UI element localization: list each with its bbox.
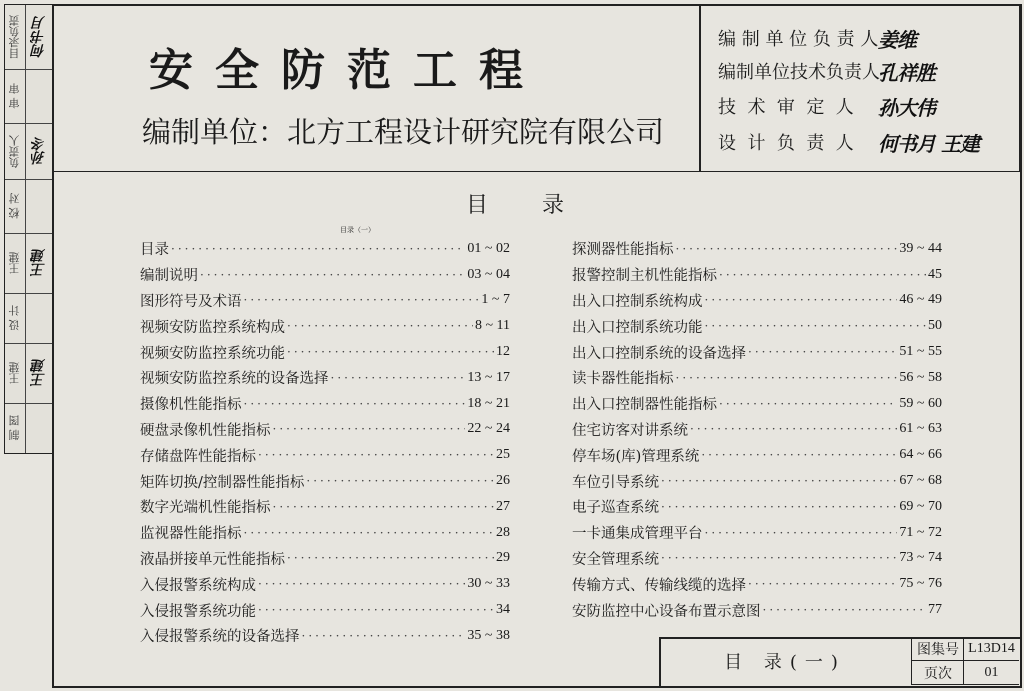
leader-dots bbox=[676, 242, 898, 256]
side-cell bbox=[5, 293, 53, 344]
toc-entry-title: 安防监控中心设备布置示意图 bbox=[572, 603, 761, 620]
toc-entry-title: 入侵报警系统构成 bbox=[140, 577, 256, 594]
toc-entry-title: 出入口控制系统构成 bbox=[572, 293, 703, 310]
toc-entry-title: 硬盘录像机性能指标 bbox=[140, 422, 271, 439]
toc-entry-page: 25 bbox=[496, 447, 510, 463]
toc-entry bbox=[572, 236, 942, 262]
toc-entry-page: 45 bbox=[928, 266, 942, 282]
signature-row bbox=[718, 124, 1008, 160]
toc-entry bbox=[572, 391, 942, 417]
leader-dots bbox=[287, 319, 473, 333]
leader-dots bbox=[705, 293, 898, 307]
leader-dots bbox=[748, 577, 897, 591]
toc-entry-page: 71 ~ 72 bbox=[899, 524, 942, 540]
organization-name: 北方工程设计研究院有限公司 bbox=[287, 115, 665, 149]
toc-entry bbox=[572, 288, 942, 314]
toc-entry bbox=[572, 313, 942, 339]
toc-entry bbox=[140, 417, 510, 443]
toc-entry-title: 矩阵切换/控制器性能指标 bbox=[140, 474, 305, 491]
leader-dots bbox=[705, 319, 927, 333]
toc-entry-page: 03 ~ 04 bbox=[467, 266, 510, 282]
toc-entry bbox=[140, 313, 510, 339]
signature-row bbox=[718, 88, 1008, 124]
toc-entry-title: 安全管理系统 bbox=[572, 551, 659, 568]
toc-entry-title: 摄像机性能指标 bbox=[140, 397, 242, 414]
page-number: 01 bbox=[963, 661, 1019, 685]
leader-dots bbox=[661, 551, 897, 565]
toc-entry bbox=[140, 391, 510, 417]
leader-dots bbox=[302, 629, 466, 643]
toc-entry-page: 34 bbox=[496, 602, 510, 618]
side-cell bbox=[5, 123, 53, 180]
leader-dots bbox=[273, 500, 495, 514]
leader-dots bbox=[171, 242, 465, 256]
toc-column-right bbox=[572, 236, 942, 623]
toc-entry bbox=[140, 520, 510, 546]
toc-entry-page: 35 ~ 38 bbox=[467, 627, 510, 643]
atlas-number-label: 图集号 bbox=[911, 637, 964, 661]
side-cell bbox=[5, 403, 53, 453]
side-label: 制 图 bbox=[8, 415, 21, 441]
toc-subheading: 目录（一） bbox=[340, 226, 375, 234]
side-cell bbox=[5, 69, 53, 124]
toc-entry bbox=[572, 417, 942, 443]
signature-row bbox=[718, 20, 1008, 56]
toc-entry-page: 22 ~ 24 bbox=[467, 421, 510, 437]
leader-dots bbox=[676, 371, 898, 385]
toc-entry-title: 监视器性能指标 bbox=[140, 526, 242, 543]
leader-dots bbox=[661, 500, 897, 514]
toc-entry-title: 入侵报警系统的设备选择 bbox=[140, 629, 300, 646]
leader-dots bbox=[306, 474, 494, 488]
toc-entry bbox=[572, 571, 942, 597]
side-signature: 孙冬 bbox=[31, 137, 47, 165]
toc-entry-title: 目录 bbox=[140, 242, 169, 259]
toc-entry-page: 69 ~ 70 bbox=[899, 498, 942, 514]
toc-entry-title: 编制说明 bbox=[140, 268, 198, 285]
leader-dots bbox=[690, 422, 897, 436]
side-cell bbox=[5, 343, 53, 404]
toc-entry bbox=[572, 468, 942, 494]
leader-dots bbox=[287, 345, 494, 359]
toc-entry-page: 01 ~ 02 bbox=[467, 240, 510, 256]
toc-entry bbox=[140, 546, 510, 572]
toc-entry-page: 73 ~ 74 bbox=[899, 550, 942, 566]
leader-dots bbox=[258, 603, 494, 617]
toc-entry-title: 读卡器性能指标 bbox=[572, 371, 674, 388]
toc-entry-page: 8 ~ 11 bbox=[474, 318, 510, 334]
atlas-title: 安全防范工程 bbox=[149, 45, 545, 96]
side-label: 审 审 bbox=[8, 83, 21, 109]
toc-entry bbox=[572, 546, 942, 572]
organization bbox=[142, 110, 664, 151]
toc-entry-title: 探测器性能指标 bbox=[572, 242, 674, 259]
side-cell bbox=[5, 233, 53, 294]
toc-entry bbox=[572, 339, 942, 365]
toc-entry-title: 图形符号及术语 bbox=[140, 293, 242, 310]
handwritten-signature: 何书月 王建 bbox=[878, 131, 979, 156]
toc-entry-page: 59 ~ 60 bbox=[899, 395, 942, 411]
toc-entry-title: 电子巡查系统 bbox=[572, 500, 659, 517]
leader-dots bbox=[258, 448, 494, 462]
toc-entry bbox=[572, 365, 942, 391]
leader-dots bbox=[661, 474, 897, 488]
side-cell bbox=[5, 5, 53, 70]
leader-dots bbox=[244, 293, 480, 307]
toc-entry-page: 27 bbox=[496, 498, 510, 514]
side-cell bbox=[5, 179, 53, 234]
leader-dots bbox=[244, 397, 466, 411]
side-label: 王建 bbox=[8, 362, 21, 384]
signature-role: 技 术 审 定 人 bbox=[718, 97, 854, 118]
toc-entry bbox=[572, 520, 942, 546]
side-label: 设 计 bbox=[8, 305, 21, 331]
toc-entry-title: 数字光端机性能指标 bbox=[140, 500, 271, 517]
toc-entry bbox=[572, 262, 942, 288]
toc-entry-page: 67 ~ 68 bbox=[899, 473, 942, 489]
leader-dots bbox=[244, 526, 495, 540]
toc-entry bbox=[140, 623, 510, 649]
toc-entry-title: 报警控制主机性能指标 bbox=[572, 268, 717, 285]
toc-entry-title: 停车场(库)管理系统 bbox=[572, 448, 700, 465]
side-signature: 王建 bbox=[31, 249, 47, 277]
toc-entry-page: 30 ~ 33 bbox=[467, 576, 510, 592]
side-label: 目录负责 bbox=[8, 15, 21, 59]
leader-dots bbox=[287, 551, 494, 565]
side-label: 校 对 bbox=[8, 193, 21, 219]
toc-entry-title: 视频安防监控系统的设备选择 bbox=[140, 371, 329, 388]
toc-entry-page: 64 ~ 66 bbox=[899, 447, 942, 463]
toc-entry-page: 75 ~ 76 bbox=[899, 576, 942, 592]
toc-entry-title: 一卡通集成管理平台 bbox=[572, 526, 703, 543]
toc-entry-title: 液晶拼接单元性能指标 bbox=[140, 551, 285, 568]
toc-entry-page: 39 ~ 44 bbox=[899, 240, 942, 256]
toc-entry-page: 26 bbox=[496, 473, 510, 489]
handwritten-signature: 姜维 bbox=[878, 27, 916, 52]
toc-entry bbox=[572, 597, 942, 623]
leader-dots bbox=[331, 371, 466, 385]
toc-entry bbox=[140, 339, 510, 365]
leader-dots bbox=[763, 603, 927, 617]
toc-entry-title: 车位引导系统 bbox=[572, 474, 659, 491]
toc-entry-page: 18 ~ 21 bbox=[467, 395, 510, 411]
toc-entry-page: 50 bbox=[928, 318, 942, 334]
toc-entry bbox=[140, 597, 510, 623]
toc-entry bbox=[140, 468, 510, 494]
toc-entry-page: 77 bbox=[928, 602, 942, 618]
leader-dots bbox=[748, 345, 897, 359]
toc-entry-title: 入侵报警系统功能 bbox=[140, 603, 256, 620]
toc-entry-page: 12 bbox=[496, 344, 510, 360]
toc-entry-page: 46 ~ 49 bbox=[899, 292, 942, 308]
side-signature: 王建 bbox=[31, 359, 47, 387]
toc-entry-page: 29 bbox=[496, 550, 510, 566]
leader-dots bbox=[705, 526, 898, 540]
toc-entry bbox=[572, 494, 942, 520]
signature-role: 编 制 单 位 负 责 人 bbox=[718, 29, 879, 50]
toc-entry bbox=[140, 571, 510, 597]
toc-column-left bbox=[140, 236, 510, 649]
toc-entry-title: 视频安防监控系统构成 bbox=[140, 319, 285, 336]
leader-dots bbox=[273, 422, 466, 436]
toc-entry-title: 出入口控制系统功能 bbox=[572, 319, 703, 336]
toc-entry-title: 存储盘阵性能指标 bbox=[140, 448, 256, 465]
handwritten-signature: 孔祥胜 bbox=[878, 60, 935, 85]
leader-dots bbox=[701, 448, 897, 462]
page-number-label: 页次 bbox=[911, 661, 964, 685]
organization-label: 编制单位： bbox=[142, 115, 288, 149]
toc-entry bbox=[140, 442, 510, 468]
leader-dots bbox=[200, 268, 465, 282]
signature-role: 设 计 负 责 人 bbox=[718, 133, 854, 154]
toc-entry-page: 1 ~ 7 bbox=[481, 292, 510, 308]
toc-entry bbox=[140, 236, 510, 262]
side-label: 王建 bbox=[8, 252, 21, 274]
toc-entry bbox=[140, 262, 510, 288]
atlas-number: L13D14 bbox=[963, 637, 1019, 661]
signature-row bbox=[718, 53, 1008, 89]
toc-entry bbox=[140, 494, 510, 520]
toc-heading: 目录 bbox=[466, 193, 619, 218]
side-label: 负责人 bbox=[8, 134, 21, 168]
toc-entry-page: 13 ~ 17 bbox=[467, 369, 510, 385]
toc-entry-page: 61 ~ 63 bbox=[899, 421, 942, 437]
sheet-name: 目 录(一) bbox=[659, 637, 912, 685]
leader-dots bbox=[719, 397, 897, 411]
leader-dots bbox=[719, 268, 926, 282]
toc-entry bbox=[140, 365, 510, 391]
side-signature: 何书月 bbox=[31, 16, 47, 58]
toc-entry-title: 出入口控制系统的设备选择 bbox=[572, 345, 746, 362]
toc-entry-title: 传输方式、传输线缆的选择 bbox=[572, 577, 746, 594]
toc-entry-page: 28 bbox=[496, 524, 510, 540]
toc-entry bbox=[572, 442, 942, 468]
toc-entry-title: 视频安防监控系统功能 bbox=[140, 345, 285, 362]
leader-dots bbox=[258, 577, 465, 591]
toc-entry-page: 56 ~ 58 bbox=[899, 369, 942, 385]
toc-entry-title: 出入口控制器性能指标 bbox=[572, 397, 717, 414]
toc-entry bbox=[140, 288, 510, 314]
toc-entry-title: 住宅访客对讲系统 bbox=[572, 422, 688, 439]
binding-strip bbox=[4, 4, 54, 454]
toc-entry-page: 51 ~ 55 bbox=[899, 344, 942, 360]
handwritten-signature: 孙大伟 bbox=[878, 95, 935, 120]
signature-role: 编制单位技术负责人 bbox=[718, 62, 880, 83]
